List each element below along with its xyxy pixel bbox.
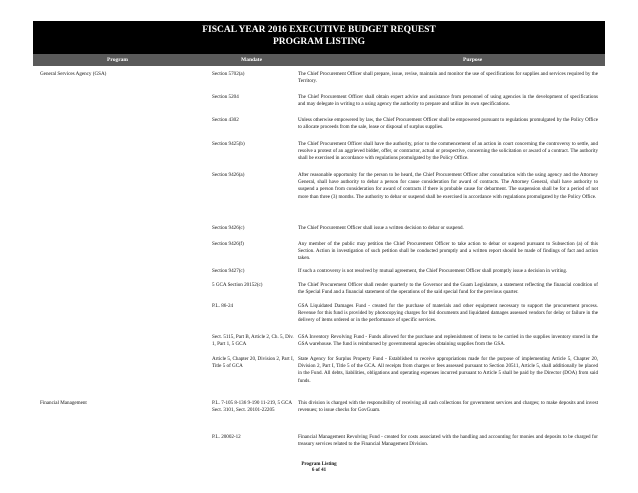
mandate-cell: Section 9427(c) (212, 268, 245, 274)
mandate-cell: Section 9425(b) (212, 141, 245, 147)
column-header-purpose: Purpose (463, 57, 483, 63)
mandate-cell: Section 9426(f) (212, 241, 244, 247)
column-header-row (33, 54, 605, 66)
purpose-cell: The Chief Procurement Officer shall have the authority, prior to the commencement of an action in court concerning the controversy to settle, and resolve a protest of an aggrieved bidder, offer, or contractor, actual or prospective, concerning the solicitation or award of a contract. The authority shall be exercised in accordance with regulations promulgated by the Policy Office. (298, 141, 598, 162)
purpose-cell: Any member of the public may petition the Chief Procurement Officer to take action to debar or suspend pursuant to Subsection (a) of this Section. Action in investigation of such petition shall be conducted promptly and a written report should be made of findings of fact and action taken. (298, 241, 598, 262)
mandate-cell: P.L. 86-24 (212, 303, 234, 309)
column-header-mandate: Mandate (241, 57, 263, 63)
report-title-band (33, 21, 605, 57)
mandate-cell: P.L. 20002-12 (212, 434, 241, 440)
purpose-cell: The Chief Procurement Officer shall issue a written decision to debar or suspend. (298, 225, 464, 231)
report-subtitle: PROGRAM LISTING (272, 37, 366, 47)
purpose-cell: The Chief Procurement Officer shall render quarterly to the Governor and the Guam Legislature, a statement reflecting the financial condition of the Special Fund and a financial statement of the operations of the said special fund for the previous quarter. (298, 282, 598, 296)
purpose-cell: The Chief Procurement Officer shall obtain expert advice and assistance from personnel of using agencies in the development of specifications and may delegate in writing to a using agency the authority to prepare and utilize its own specifications. (298, 94, 598, 108)
purpose-cell: The Chief Procurement Officer shall prepare, issue, revise, maintain and monitor the use of specifications for supplies and services required by the Territory. (298, 71, 598, 85)
purpose-cell: If such a controversy is not resolved by mutual agreement, the Chief Procurement Officer shall promptly issue a decision in writing. (298, 268, 568, 274)
purpose-cell: After reasonable opportunity for the person to be heard, the Chief Procurement Officer after consultation with the using agency and the Attorney General, shall have authority to debar a person for cause consideration for award of contracts. The Attorney General, shall have authority to suspend a person from consideration for award of contracts if there is probable cause for debarment. The suspension shall be for a period of not more than three (3) months. The authority to debar or suspend shall be exercised in accordance with regulations promulgated by the Policy Office. (298, 172, 598, 200)
purpose-cell: This division is charged with the responsibility of receiving all cash collections for government services and charges; to make deposits and invest revenues; to issue checks for GovGuam. (298, 400, 598, 414)
report-title: FISCAL YEAR 2016 EXECUTIVE BUDGET REQUEST (202, 25, 436, 35)
mandate-cell: Section 4302 (212, 117, 239, 123)
purpose-cell: GSA Liquidated Damages Fund - created for the purchase of materials and other equipment necessary to support the procurement process. Revenue for this fund is provided by photocopying charges for bid documents and liquidated damages assessed vendors for delay or failure in the delivery of items ordered or in the performance of specific services. (298, 303, 598, 324)
page-footer (0, 462, 638, 474)
program-cell: General Services Agency (GSA) (40, 71, 107, 77)
footer-label: Program Listing (301, 462, 337, 467)
mandate-cell: Section 9426(c) (212, 225, 245, 231)
mandate-cell: Section 5204 (212, 94, 239, 100)
purpose-cell: Financial Management Revolving Fund - created for costs associated with the handling and accounting for monies and deposits to be charged for treasury services related to the Financial Management Division. (298, 434, 598, 448)
purpose-cell: Unless otherwise empowered by law, the Chief Procurement Officer shall be empowered pursuant to regulations promulgated by the Policy Office to allocate proceeds from the sale, lease or disposal of surplus supplies. (298, 117, 598, 131)
program-cell: Financial Management (40, 400, 87, 406)
mandate-cell: Section 9426(a) (212, 172, 245, 178)
mandate-cell: P.L. 7-105 8-136 9-190 11-219, 5 GCA Sect. 3101, Sect. 20101-22205 (212, 400, 292, 414)
mandate-cell: 5 GCA Section 20152(c) (212, 282, 263, 288)
mandate-cell: Section 5702(a) (212, 71, 245, 77)
mandate-cell: Article 5, Chapter 20, Division 2, Part I, Title 5 of GCA (212, 356, 294, 370)
purpose-cell: State Agency for Surplus Property Fund - Established to receive appropriations made for the purpose of implementing Article 5, Chapter 20, Division 2, Part I, Title 5 of the GCA. All receipts from charges or fees assessed pursuant to Section 20511, Article 5, shall additionally be placed in the Fund. All debts, liabilities, obligations and operating expenses incurred pursuant to Article 5 shall be paid by the Director (DOA) from said funds. (298, 356, 598, 384)
mandate-cell: Sect. 5115, Part B, Article 2, Ch. 5, Div. 1, Part 1, 5 GCA (212, 334, 294, 348)
column-header-program: Program (107, 57, 128, 63)
purpose-cell: GSA Inventory Revolving Fund - Funds allowed for the purchase and replenishment of items to be carried in the supplies inventory stored in the GSA warehouse. The fund is reimbursed by governmental agencies obtaining supplies from the GSA. (298, 334, 598, 348)
page-number: 6 of 41 (311, 468, 327, 473)
